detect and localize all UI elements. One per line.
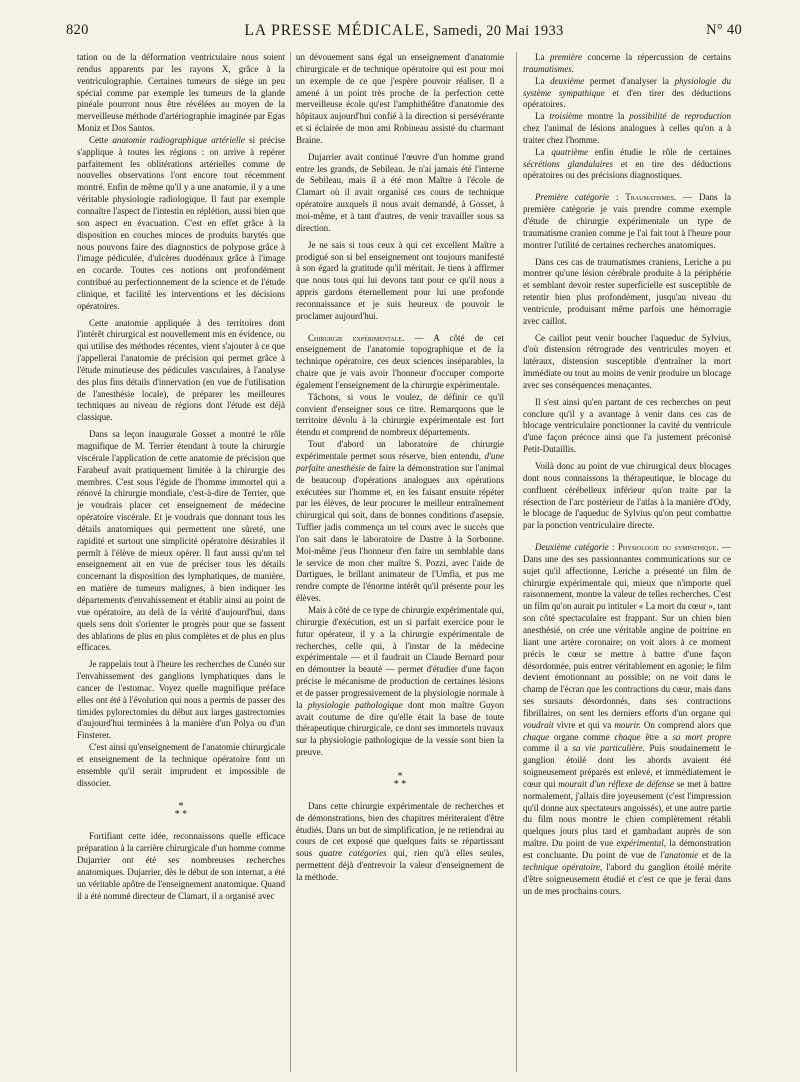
paragraph: Je rappelais tout à l'heure les recherches de Cunéo sur l'envahissement des ganglions lymphatiques dans le cancer de l'estomac. Voyez quelle magnifique préface elles ont été à l'évolution qui nous a permis de passer des timides pylorectomies du début aux larges gastrectomies d'aujourd'hui terminées à la manière d'un Polya ou d'un Finsterer.	[77, 659, 285, 741]
text-run: qui, rien qu'à elles seules, permettent déjà d'entrevoir la valeur d'enseignement de la méthode.	[296, 848, 504, 882]
emphasis: quatre catégories	[318, 848, 387, 859]
text-run: de faire la démonstration sur l'animal de beaucoup d'opérations analogues aux opérations exécutées sur l'homme et, en les faisant ensuite répéter par les élèves, de leur procurer le meilleur entraînement chirurgical qui soit, dans de bonnes conditions d'asepsie. Tuffier jadis commença un tel cours avec le succès que l'on sait dans le laboratoire de Dastre à la Sorbonne. Moi-même j'eus l'honneur d'en faire un semblable dans le service de mon cher maître S. Pozzi, avec l'aide de Dartigues, le brillant animateur de l'Umfia, et pus me rendre compte de l'énorme intérêt qu'il présente pour les élèves.	[296, 462, 504, 604]
section-heading-sub: : Physiologie du sympathique.	[608, 542, 719, 553]
paragraph	[296, 439, 504, 605]
journal-masthead	[66, 22, 742, 40]
text-column-1	[77, 52, 285, 1076]
text-run: — Dans la première catégorie je vais prendre comme exemple d'étude de chirurgie expérimentale un type de traumatisme cranien comme je l'ai fait tout à l'heure pour montrer l'utilité de certaines recherches anatomiques.	[523, 192, 731, 250]
paragraph	[523, 52, 731, 76]
paragraph	[296, 605, 504, 759]
column-divider	[516, 52, 517, 1072]
section-heading: Première catégorie	[535, 192, 610, 203]
paragraph: Je ne sais si tous ceux à qui cet excellent Maître a prodigué son si bel enseignement ont toujours manifesté à son égard la gratitude qu'il méritait. Je tiens à affirmer que nous tous qui lui devons tant pour ce qu'il nous a appris gardons éternellement pour lui une profonde reconnaissance et je suis heureux de pouvoir le proclamer aujourd'hui.	[296, 239, 504, 321]
section-heading: Deuxième catégorie	[535, 542, 609, 553]
section-separator	[77, 803, 285, 819]
text-run: l'abord du ganglion étoilé mérite d'être soigneusement étudié et c'est ce que je ferai dans un de mes prochains cours.	[523, 861, 731, 896]
text-run: et d'en tirer des déductions opératoires.	[523, 87, 731, 110]
text-run: La	[535, 52, 551, 62]
star: *	[178, 801, 184, 813]
paragraph: un dévouement sans égal un enseignement d'anatomie chirurgicale et de technique opératoire qui est pour moi un exemple de ce que j'espère pouvoir réaliser. Il a amené à un point très proche de la perfection cette merveilleuse école qu'est l'amphithéâtre d'anatomie des hôpitaux aujourd'hui confié à la direction si persévérante et si éclairée de mon ami Robineau assisté du charmant Braine.	[296, 52, 504, 145]
emphasis: anatomie radiographique artérielle	[112, 134, 245, 145]
paragraph	[296, 801, 504, 884]
text-run: et en tire des déductions opératoires ou des précisions diagnostiques.	[523, 158, 731, 181]
text-run: Cette	[89, 134, 113, 145]
paragraph	[77, 135, 285, 313]
emphasis: chaque	[614, 731, 641, 742]
emphasis: l'anatomie	[660, 850, 699, 860]
paragraph	[523, 76, 731, 112]
text-run: se met à battre normalement, j'allais dire joyeusement (c'est l'impression qu'il donne aux spectateurs angoissés), et une autre partie du film nous montre le chien complètement rétabli quelques jours plus tard et gambadant auprès de son maître. Du point de vue	[523, 778, 731, 849]
text-column-3	[523, 52, 731, 1076]
text-run: — A côté de cet enseignement de l'anatomie topographique et de la technique opératoire, ces deux sciences inséparables, la chaire que je vais avoir l'honneur d'occuper comporte également l'enseignement de la chirurgie expérimentale.	[296, 332, 504, 390]
text-run: Dans cette chirurgie expérimentale de recherches et de démonstrations, bien des chapitres mériteraient d'être étudiés. Dans un but de simplification, je ne retiendrai au cours de cet exposé que quelques faits se répartissant sous	[296, 800, 504, 859]
paragraph	[523, 111, 731, 147]
paragraph: Cette anatomie appliquée à des territoires dont l'intérêt chirurgical est nouvellement mis en évidence, ou qui utilise des méthodes récentes, vient s'ajouter à ce que j'appellerai l'anatomie de précision qui permet grâce à l'étude minutieuse des pédicules vasculaires, à l'analyse des plus fins détails d'innervation (en vue de l'utilisation de l'anesthésie locale), de préparer les meilleures techniques au niveau de régions dont l'étude est déjà classique.	[77, 317, 285, 423]
emphasis: physiologie du système sympathique	[523, 75, 731, 98]
emphasis: technique opératoire,	[523, 861, 603, 872]
section-heading-sub: : Traumatismes.	[609, 192, 677, 203]
emphasis: première	[550, 52, 583, 62]
text-run: La	[535, 75, 551, 86]
text-run: La	[535, 146, 552, 157]
journal-title: LA PRESSE MÉDICALE	[244, 22, 426, 39]
text-run: On comprend alors que	[640, 719, 731, 730]
emphasis: possibilité de reproduction	[629, 111, 731, 122]
paragraph	[523, 147, 731, 183]
paragraph: tation ou de la déformation ventriculaire nous soient rendus apparents par les rayons X, grâce à la ventriculographie. Certaines tumeurs de siège un peu spécial comme par exemple les tumeurs de la glande pinéale pourront nous être révélées au moyen de la merveilleuse méthode d'artériographie imaginée par Egas Moniz et Dos Santos.	[77, 52, 285, 134]
section-separator	[296, 770, 504, 790]
text-run: Tout d'abord un laboratoire de chirurgie expérimentale permet sous réserve, bien entendu,	[296, 439, 504, 461]
paragraph	[523, 192, 731, 251]
paragraph: Tâchons, si vous le voulez, de définir ce qu'il convient d'enseigner sous ce titre. Remarquons que le territoire dévolu à la chirurgie expérimentale est fort étendu et comprend de nombreux départements.	[296, 391, 504, 438]
issue-number: N° 40	[706, 22, 742, 38]
emphasis: traumatismes.	[523, 63, 575, 74]
text-run: la démonstration est concluante. Du point de vue de	[523, 838, 731, 860]
emphasis: deuxième	[550, 75, 585, 86]
paragraph: Voilà donc au point de vue chirurgical deux blocages dont nous connaissons la thérapeutique, le blocage du confluent cérébelleux inférieur qu'on traite par la résection de l'arc postérieur de l'atlas à la manière d'Ody, le blocage de l'aqueduc de Sylvius qu'on peut combattre par la ponction ventriculaire directe.	[523, 461, 731, 531]
text-run: montre la	[582, 111, 630, 122]
stars: * *	[174, 809, 188, 821]
text-run: organe comme	[549, 731, 615, 742]
page-header	[66, 20, 742, 44]
paragraph	[523, 542, 731, 897]
emphasis: quatrième	[551, 146, 589, 157]
emphasis: sa vie particulière.	[572, 743, 645, 754]
text-run: si précise s'applique à toutes les régions : on arrive à repérer parfaitement les oblitérations artérielles comme de nouvelles observations l'ont encore tout récemment montré. Enfin de même qu'il y a une anatomie, il y a une véritable physiologie radiologique. Il faut par exemple connaître l'aspect de l'intestin en réplétion, aussi bien que son aspect en évacuation. C'est en effet grâce à la disposition en couches minces de produits barytés que nous pouvons faire des diagnostics de polypose grâce à l'image pédiculée, d'ulcères duodénaux grâce à l'image en cocarde. Toutes ces notions ont profondément contribué au perfectionnement de la science et de l'étude clinique, et facilité les interventions et les décisions opératoires.	[77, 134, 285, 311]
emphasis: sa mort propre	[672, 731, 731, 742]
paragraph: Fortifiant cette idée, reconnaissons quelle efficace préparation à la carrière chirurgicale d'un homme comme Dujarrier ont été ses nombreuses recherches anatomiques. Dujarrier, dès le début de son internat, a été un véritable apôtre de l'enseignement anatomique. Quand il a été nommé directeur de Clamart, il a organisé avec	[77, 831, 285, 901]
issue-date: , Samedi, 20 Mai 1933	[425, 23, 564, 39]
section-heading: Chirurgie expérimentale.	[308, 332, 405, 343]
text-run: Puis soudainement le ganglion étoilé dont les abords avaient été soigneusement préparés est enlevé, et immédiatement le cœur qui	[523, 743, 731, 789]
paragraph: Ce caillot peut venir boucher l'aqueduc de Sylvius, d'où distension rétrograde des ventricules moyen et latéraux, distension susceptible d'entraîner la mort immédiate ou tout au moins de venir produire un blocage avec ses conséquences menaçantes.	[523, 332, 731, 390]
page-number: 820	[66, 22, 89, 38]
star: *	[397, 770, 403, 782]
emphasis: sécrétions glandulaires	[523, 158, 614, 169]
emphasis: mourait d'un réflexe de défense	[558, 778, 675, 789]
text-run: comme il a	[523, 743, 573, 754]
text-run: concerne la répercussion de certains	[582, 52, 731, 62]
paragraph: Il s'est ainsi qu'en partant de ces recherches on peut conclure qu'il y a avantage à venir dans ces cas de blocage ventriculaire ponctionner la cavité du ventricule d'une façon précoce ainsi que l'a justement préconisé Petit-Dutaillis.	[523, 396, 731, 455]
emphasis: chaque	[523, 731, 550, 742]
text-run: permet d'analyser la	[584, 75, 675, 86]
text-run: dont mon maître Guyon avait coutume de dire qu'elle était la base de toute thérapeutique chirurgicale, ce dont ses immortels travaux sur la physiologie pathologique de la vessie sont bien la preuve.	[296, 699, 504, 758]
text-run: et de la	[698, 850, 731, 860]
emphasis: mourir.	[614, 719, 641, 730]
paragraph: C'est ainsi qu'enseignement de l'anatomie chirurgicale et enseignement de la technique opératoire font un ensemble qu'il serait imprudent et impossible de dissocier.	[77, 742, 285, 788]
emphasis: physiologie pathologique	[307, 699, 403, 710]
emphasis: d'une parfaite anesthésie	[296, 451, 504, 473]
emphasis: voudrait	[523, 719, 554, 730]
text-column-2	[296, 52, 504, 1076]
emphasis: expérimental,	[616, 838, 666, 849]
text-run: — Dans une des ses passionnantes communications sur ce sujet qu'il affectionne, Leriche a présenté un film de chirurgie expérimentale qui, mieux que n'importe quel raisonnement, montre la valeur de telles recherches. C'est un film qu'on aurait pu intituler « La mort du cœur », tant son côté spectaculaire est frappant. Sur un chien bien anesthésié, on crée une véritable angine de poitrine en liant une artère coronaire; on voit alors à ce moment précis le cœur se mettre à battre d'une façon désordonnée, puis entrer véritablement en agonie; le film devient émotionnant au possible; on ne voit dans le champ de l'écran que les contractions du cœur, mais dans ses sursauts désordonnés, dans ses contractions fibrillaires, on sent les derniers efforts d'un organe qui	[523, 542, 731, 718]
text-run: La	[535, 111, 550, 122]
paragraph	[296, 333, 504, 392]
column-divider	[290, 52, 291, 1072]
paragraph: Dans sa leçon inaugurale Gosset a montré le rôle magnifique de M. Terrier étendant à toute la chirurgie viscérale l'application de cette anatomie de précision que Farabeuf avait pratiquement limitée à la chirurgie des membres. C'est sous l'égide de l'homme immortel qui a rénové la chirurgie mondiale, c'est-à-dire de Terrier, que je voudrais placer cet enseignement de médecine opératoire viscérale. Et je voudrais que donnant tous les détails anatomiques qui permettent une sûreté, une rapidité et surtout une simplicité opératoire désirables il permît à l'élève de mieux opérer. Il faut aussi qu'un tel enseignement ait en vue de préciser tous les détails concernant la disposition des lymphatiques, de manière, en matière de tumeurs malignes, à bien indiquer les départements d'envahissement et établir ainsi au point de vue opératoire, au delà de la vérité d'aujourd'hui, dans quels sens doit s'orienter le progrès pour que se fassent des ablations de plus en plus complètes et de plus en plus efficaces.	[77, 429, 285, 653]
emphasis: troisième	[549, 111, 583, 122]
paragraph: Dujarrier avait continué l'œuvre d'un homme grand entre les grands, de Sebileau. Je n'ai jamais été l'interne de Sebileau, mais il a été mon Maître à l'école de Clamart où il avait organisé ces cours de technique opératoire auxquels il nous avait demandé, à Gosset, à moi-même, et à tant d'autres, de venir travailler sous sa direction.	[296, 151, 504, 233]
text-run: Mais à côté de ce type de chirurgie expérimentale qui, chirurgie d'exécution, est un si parfait exercice pour le futur opérateur, il y a la chirurgie expérimentale de recherches, celle qui, à l'instar de la médecine expérimentale — et il faudrait un Claude Bernard pour en démontrer la beauté — permet d'étudier d'une façon précise le mécanisme de production de certaines lésions et de passer progressivement de la physiologie normale à la	[296, 604, 504, 710]
text-run: chez l'animal de lésions analogues à celles qu'on a à traiter chez l'homme.	[523, 123, 731, 145]
stars: * *	[393, 778, 407, 790]
text-run: être a	[640, 731, 673, 742]
paragraph: Dans ces cas de traumatismes craniens, Leriche a pu montrer qu'une lésion cérébrale produite à la périphérie et semblant devoir rester superficielle est susceptible de retentir bien plus profondément, jusqu'au niveau du ventricule, produisant même parfois une hémorragie avec caillot.	[523, 256, 731, 326]
text-run: vivre et qui va	[553, 719, 615, 730]
text-run: enfin étudie le rôle de certaines	[588, 146, 731, 157]
